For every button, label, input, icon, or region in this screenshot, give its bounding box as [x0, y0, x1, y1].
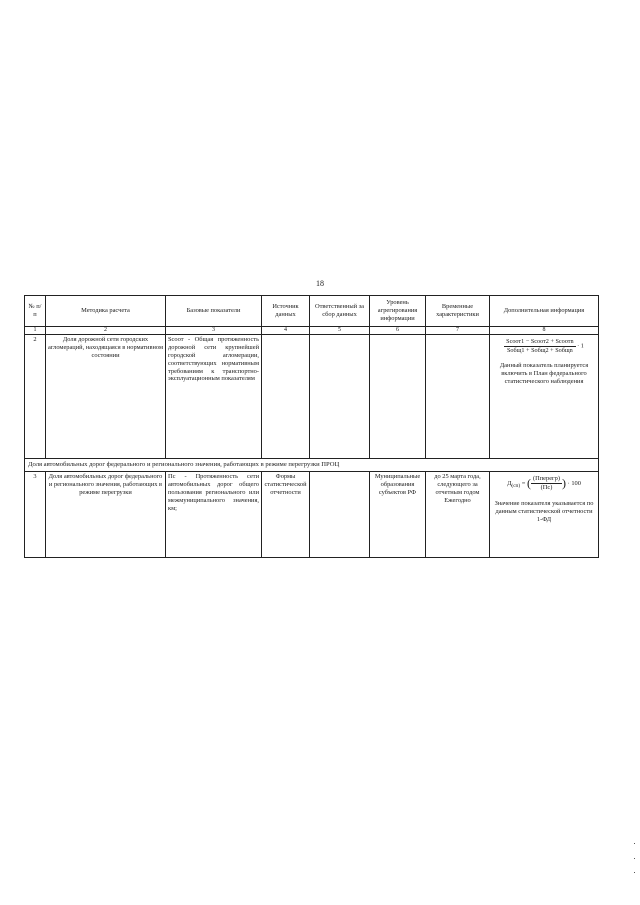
page-number: 18	[316, 279, 324, 288]
left-paren-icon: (	[527, 476, 532, 491]
info-note: Данный показатель планируется включить в План федерального статистического наблюдения	[499, 362, 589, 386]
column-number: 7	[426, 327, 490, 335]
right-paren-icon: )	[562, 476, 566, 491]
header-cell: Методика расчета	[46, 296, 166, 327]
formula-denominator: (Пс)	[540, 484, 553, 492]
header-cell: Дополнительная информация	[490, 296, 599, 327]
share-formula	[492, 338, 596, 354]
formula-equals: =	[521, 480, 526, 488]
method-cell: Доля дорожной сети городских агломераций, находящаяся в нормативном состоянии	[46, 335, 166, 459]
header-cell: Уровень агрегирования информации	[370, 296, 426, 327]
formula-suffix: · 1	[577, 342, 584, 350]
time-cell	[426, 335, 490, 459]
row-number: 3	[25, 472, 46, 558]
responsible-cell	[310, 335, 370, 459]
formula-fraction	[504, 338, 575, 354]
column-number: 6	[370, 327, 426, 335]
column-number: 4	[262, 327, 310, 335]
base-indicators-cell: Пс - Протяженность сети автомобильных дорог общего пользования регионального или межмуниципального значения, км;	[166, 472, 262, 558]
time-cell: до 25 марта года, следующего за отчетным годом Ежегодно	[426, 472, 490, 558]
aggregation-cell: Муниципальные образования субъектов РФ	[370, 472, 426, 558]
section-title: Доля автомобильных дорог федерального и регионального значения, работающих в режиме перегрузки ПРОЦ	[25, 459, 599, 472]
formula-lhs: Д	[507, 480, 512, 488]
column-number-row	[25, 327, 599, 335]
table-row	[25, 335, 599, 459]
overload-formula	[492, 475, 596, 492]
formula-numerator: Sсоот1 − Sсоот2 + Sсоотn	[506, 338, 574, 346]
scan-speck	[634, 858, 635, 859]
table-row	[25, 472, 599, 558]
column-number: 3	[166, 327, 262, 335]
formula-numerator: (Пперегр)	[533, 475, 560, 483]
section-row	[25, 459, 599, 472]
header-cell: № п/п	[25, 296, 46, 327]
formula-suffix: · 100	[567, 480, 581, 488]
column-number: 2	[46, 327, 166, 335]
header-row	[25, 296, 599, 327]
method-cell: Доля автомобильных дорог федерального и регионального значения, работающих в режиме перегрузки	[46, 472, 166, 558]
formula-subscript: (сп)	[511, 483, 521, 490]
additional-info-cell	[490, 472, 599, 558]
scan-speck	[634, 872, 635, 873]
header-cell: Временные характеристики	[426, 296, 490, 327]
header-cell: Базовые показатели	[166, 296, 262, 327]
responsible-cell	[310, 472, 370, 558]
header-cell: Источник данных	[262, 296, 310, 327]
formula-denominator: Sобщ1 + Sобщ2 + Sобщn	[506, 346, 573, 354]
header-cell: Ответственный за сбор данных	[310, 296, 370, 327]
additional-info-cell	[490, 335, 599, 459]
column-number: 8	[490, 327, 599, 335]
scan-speck	[634, 843, 635, 844]
source-cell	[262, 335, 310, 459]
column-number: 5	[310, 327, 370, 335]
base-indicators-cell: Sсоот - Общая протяженность дорожной сети крупнейшей городской агломерации, соответствующих нормативным требованиям к транспортно-эксплуатационным показателям	[166, 335, 262, 459]
indicator-table	[24, 295, 599, 558]
formula-fraction	[531, 475, 562, 492]
column-number: 1	[25, 327, 46, 335]
aggregation-cell	[370, 335, 426, 459]
source-cell: Формы статистической отчетности	[262, 472, 310, 558]
info-note: Значение показателя указывается по данным статистической отчетности 1-ФД	[494, 499, 594, 523]
row-number: 2	[25, 335, 46, 459]
